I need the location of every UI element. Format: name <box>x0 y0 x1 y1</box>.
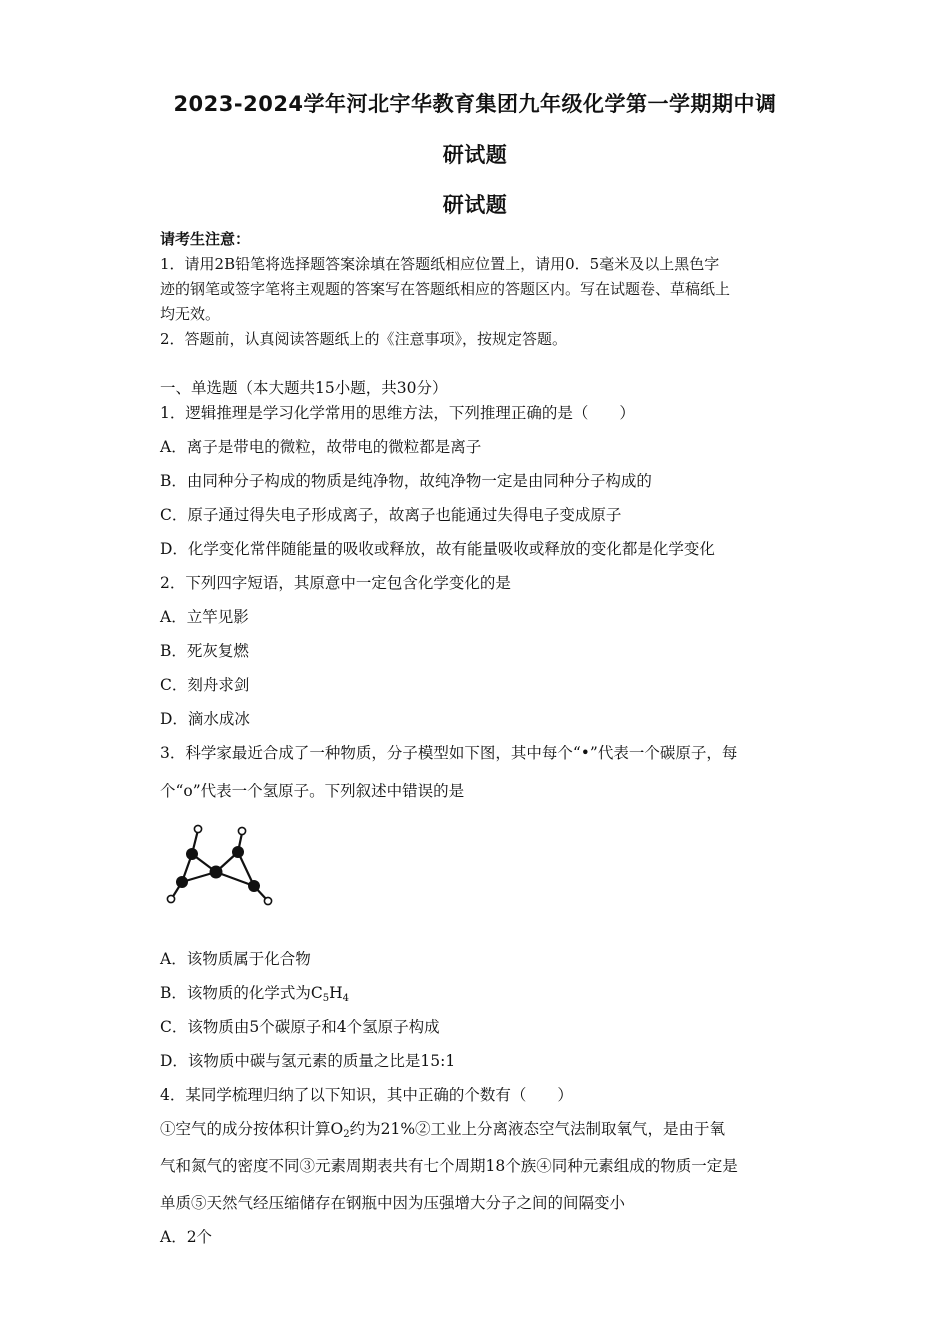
q4-line1-sub: 2 <box>343 1129 350 1140</box>
exam-title-line2: 研试题 <box>442 143 508 167</box>
q2-option-c: C．刻舟求剑 <box>160 676 250 694</box>
q4-statement-line2: 气和氮气的密度不同③元素周期表共有七个周期18个族④同种元素组成的物质一定是 <box>160 1157 738 1175</box>
notice-line-4: 2．答题前，认真阅读答题纸上的《注意事项》，按规定答题。 <box>160 330 568 348</box>
q3-option-b-sub-c: 5 <box>322 993 330 1004</box>
hydrogen-atom-2 <box>238 827 245 834</box>
q3-stem-line1: 3．科学家最近合成了一种物质，分子模型如下图，其中每个“•”代表一个碳原子，每 <box>160 744 738 762</box>
q4-stem: 4．某同学梳理归纳了以下知识，其中正确的个数有（ ） <box>160 1086 573 1104</box>
carbon-atom-5 <box>248 880 260 892</box>
q3-option-d: D．该物质中碳与氢元素的质量之比是15:1 <box>160 1052 456 1070</box>
notice-line-3: 均无效。 <box>160 305 221 323</box>
q2-option-a: A．立竿见影 <box>160 608 249 626</box>
q1-option-a: A．离子是带电的微粒，故带电的微粒都是离子 <box>160 438 482 456</box>
q3-stem-line2: 个“o”代表一个氢原子。下列叙述中错误的是 <box>160 782 465 800</box>
q1-option-b: B．由同种分子构成的物质是纯净物，故纯净物一定是由同种分子构成的 <box>160 472 652 490</box>
q3-option-b-h: H <box>329 984 343 1002</box>
notice-line-1: 1．请用2B铅笔将选择题答案涂填在答题纸相应位置上，请用0．5毫米及以上黑色字 <box>160 255 720 273</box>
q2-stem: 2．下列四字短语，其原意中一定包含化学变化的是 <box>160 574 511 592</box>
q3-option-a: A．该物质属于化合物 <box>160 950 311 968</box>
q3-option-b <box>160 981 349 1004</box>
q4-line1-pre: ①空气的成分按体积计算O <box>160 1120 344 1138</box>
q3-option-b-text: B．该物质的化学式为C <box>160 984 323 1002</box>
exam-title-line3: 研试题 <box>442 193 508 217</box>
q3-option-c: C．该物质由5个碳原子和4个氢原子构成 <box>160 1018 440 1036</box>
molecule-model-diagram <box>160 818 280 913</box>
q1-option-d: D．化学变化常伴随能量的吸收或释放，故有能量吸收或释放的变化都是化学变化 <box>160 540 715 558</box>
q4-option-a: A．2个 <box>160 1228 213 1246</box>
q4-line1-post: 约为21%②工业上分离液态空气法制取氧气，是由于氧 <box>349 1120 726 1138</box>
carbon-atom-4 <box>232 846 244 858</box>
hydrogen-atom-3 <box>167 895 174 902</box>
hydrogen-atom-4 <box>264 897 271 904</box>
q1-stem: 1．逻辑推理是学习化学常用的思维方法，下列推理正确的是（ ） <box>160 404 635 422</box>
q1-option-c: C．原子通过得失电子形成离子，故离子也能通过失得电子变成原子 <box>160 506 622 524</box>
q4-statement-line1 <box>160 1117 725 1140</box>
section-heading: 一、单选题（本大题共15小题，共30分） <box>160 379 448 397</box>
exam-title-line1: 2023-2024学年河北宇华教育集团九年级化学第一学期期中调 <box>173 92 777 116</box>
notice-heading: 请考生注意： <box>160 230 251 248</box>
q2-option-d: D．滴水成冰 <box>160 710 250 728</box>
notice-line-2: 迹的钢笔或签字笔将主观题的答案写在答题纸相应的答题区内。写在试题卷、草稿纸上 <box>160 280 731 298</box>
carbon-atom-3 <box>210 866 223 879</box>
hydrogen-atom-1 <box>194 825 201 832</box>
q3-option-b-sub-h: 4 <box>342 993 350 1004</box>
carbon-atom-1 <box>186 848 198 860</box>
q4-statement-line3: 单质⑤天然气经压缩储存在钢瓶中因为压强增大分子之间的间隔变小 <box>160 1194 626 1212</box>
q2-option-b: B．死灰复燃 <box>160 642 249 660</box>
carbon-atom-2 <box>176 876 188 888</box>
